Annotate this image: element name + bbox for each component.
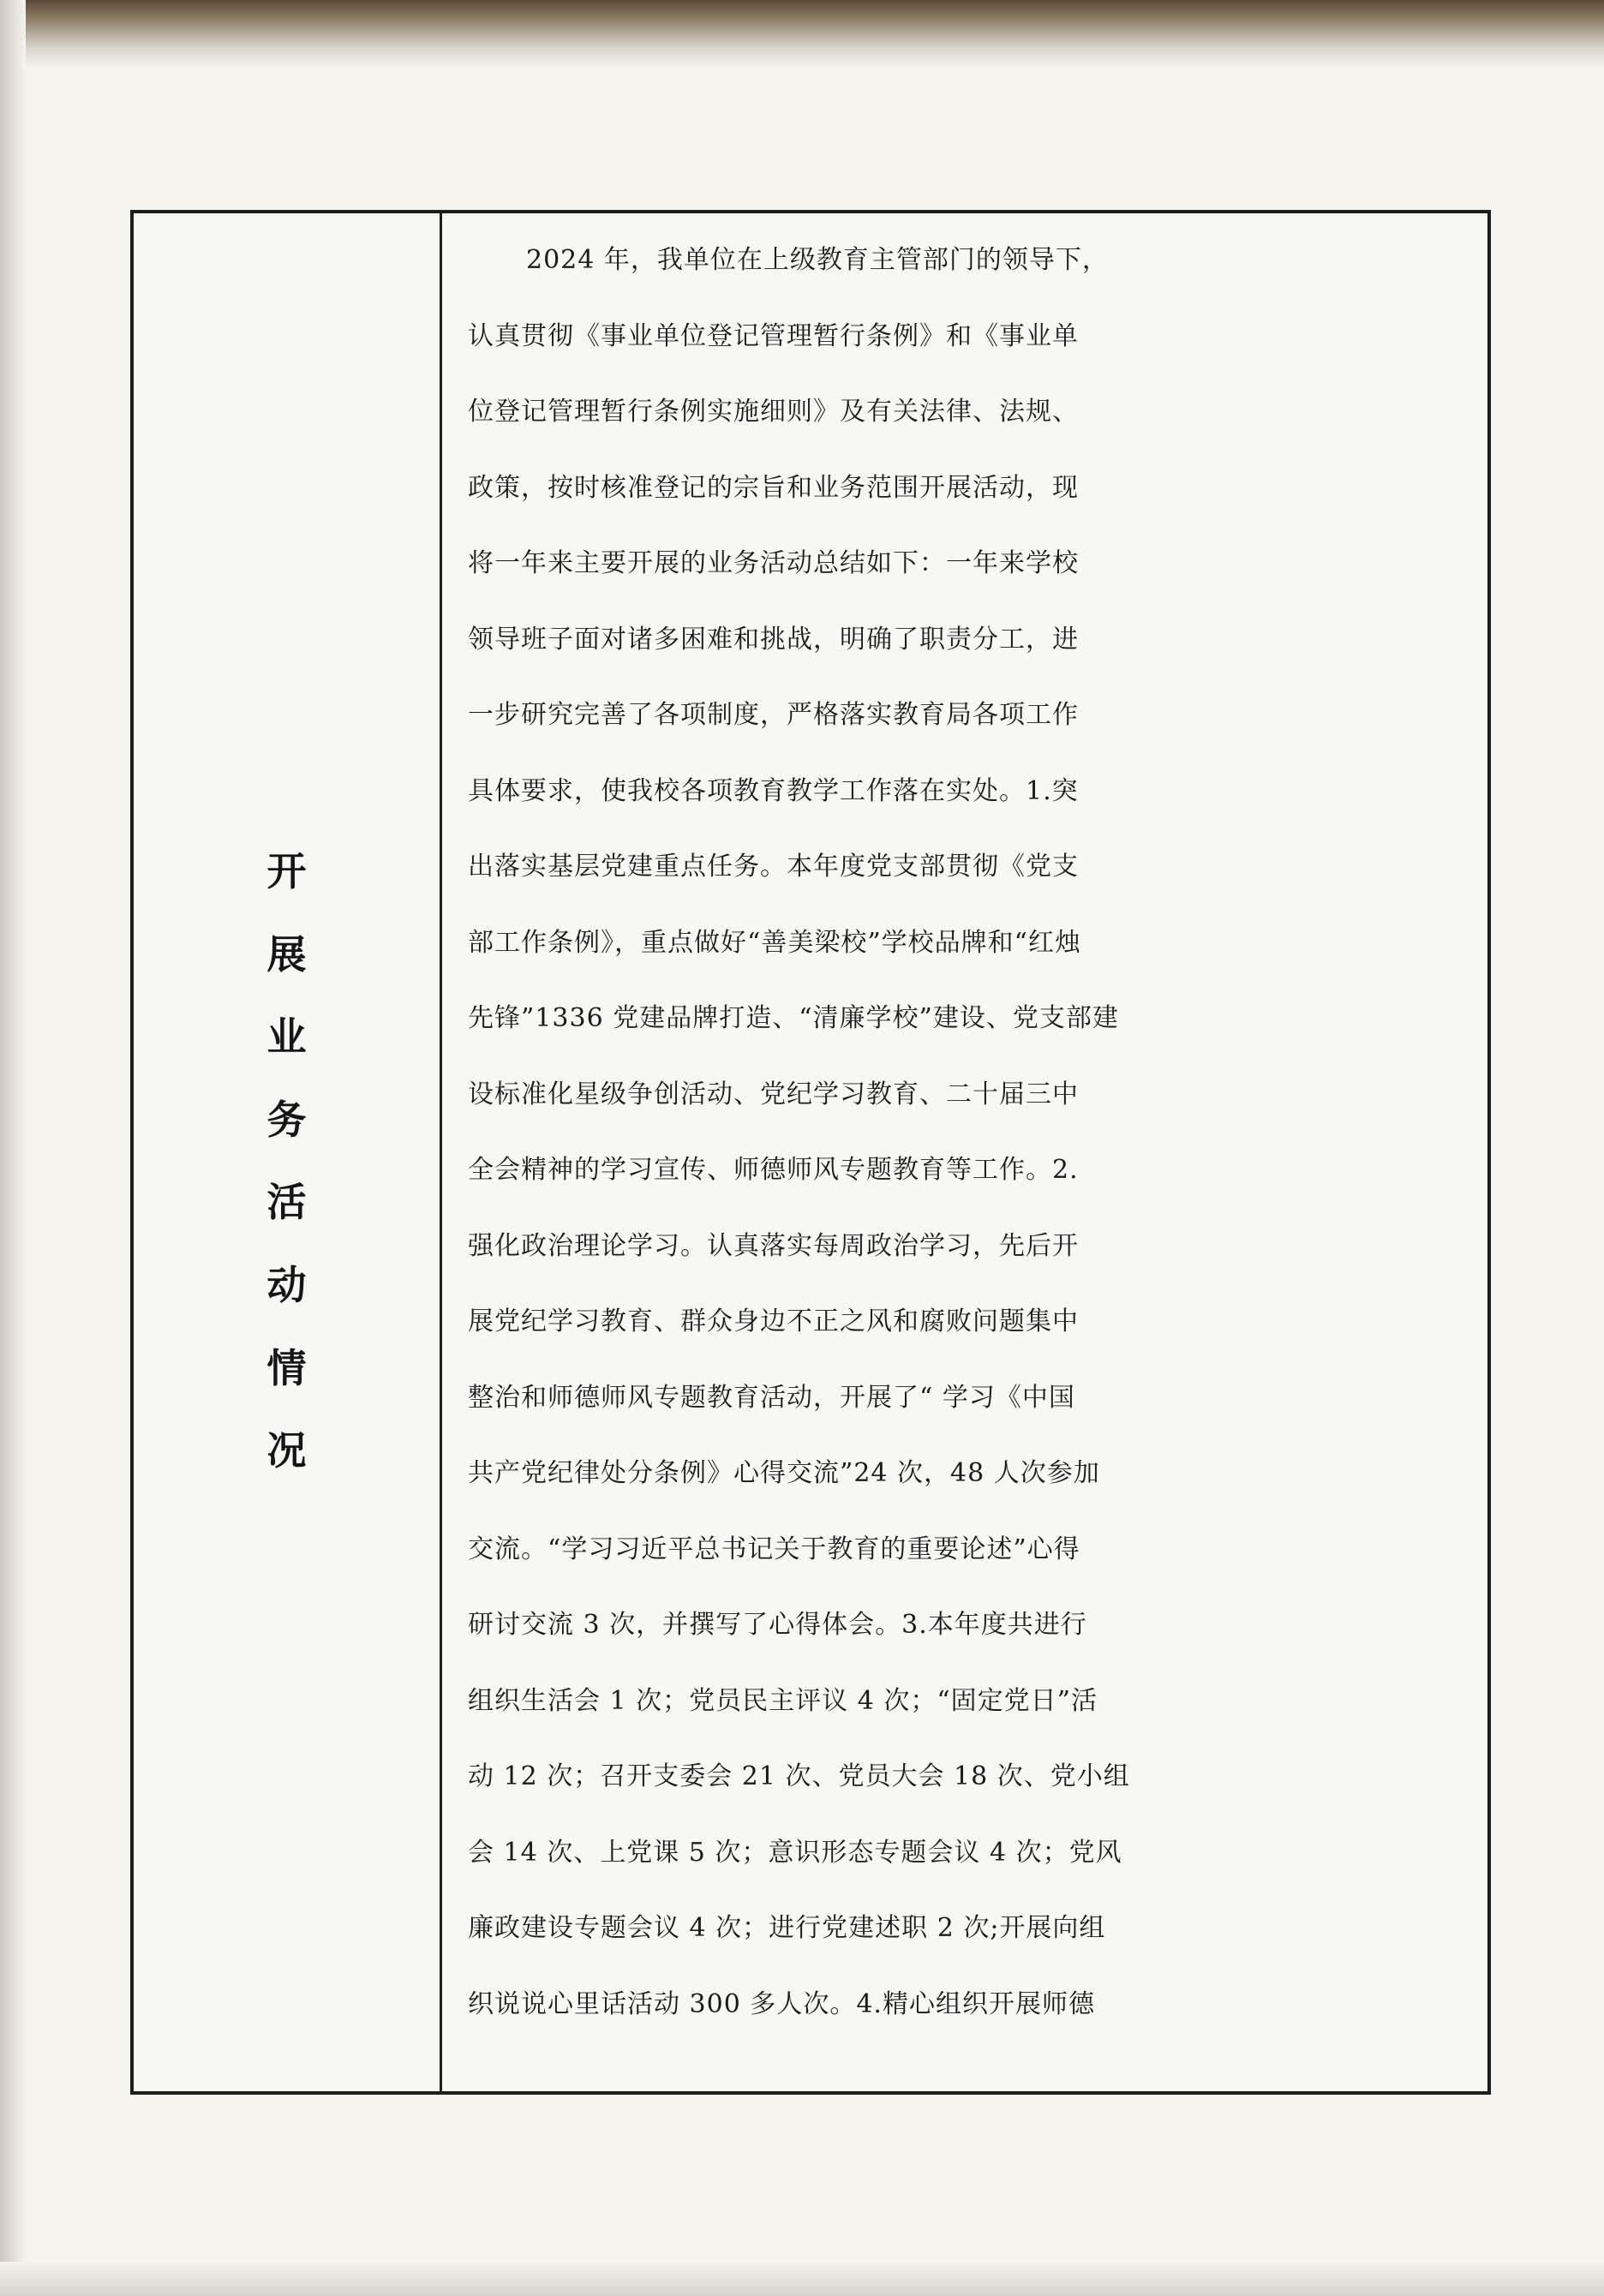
row-label-char: 务 (266, 1096, 307, 1143)
row-label-char: 开 (266, 848, 307, 894)
content-line: 强化政治理论学习。认真落实每周政治学习，先后开 (468, 1230, 1079, 1261)
row-content-cell (442, 213, 1488, 2091)
photo-bottom-edge (0, 2262, 1604, 2296)
content-line: 2024 年，我单位在上级教育主管部门的领导下， (526, 245, 1109, 275)
photo-left-edge (0, 0, 26, 2296)
content-line: 一步研究完善了各项制度，严格落实教育局各项工作 (468, 700, 1079, 730)
content-line: 会 14 次、上党课 5 次；意识形态专题会议 4 次；党风 (468, 1837, 1122, 1868)
content-line: 廉政建设专题会议 4 次；进行党建述职 2 次;开展向组 (468, 1913, 1106, 1943)
content-line: 出落实基层党建重点任务。本年度党支部贯彻《党支 (468, 852, 1079, 882)
form-table (130, 210, 1491, 2095)
row-label-char: 情 (266, 1344, 307, 1391)
content-line: 位登记管理暂行条例实施细则》及有关法律、法规、 (468, 397, 1079, 427)
photo-top-edge (0, 0, 1604, 69)
content-line: 领导班子面对诸多困难和挑战，明确了职责分工，进 (468, 624, 1079, 655)
row-label-cell (134, 213, 442, 2091)
content-line: 先锋”1336 党建品牌打造、“清廉学校”建设、党支部建 (468, 1003, 1119, 1033)
content-line: 全会精神的学习宣传、师德师风专题教育等工作。2. (468, 1155, 1079, 1185)
content-line: 展党纪学习教育、群众身边不正之风和腐败问题集中 (468, 1306, 1079, 1336)
content-line: 共产党纪律处分条例》心得交流”24 次，48 人次参加 (468, 1458, 1100, 1488)
content-line: 认真贯彻《事业单位登记管理暂行条例》和《事业单 (468, 320, 1079, 351)
content-line: 整治和师德师风专题教育活动，开展了“ 学习《中国 (468, 1382, 1075, 1413)
row-label-char: 展 (266, 930, 307, 978)
content-line: 织说说心里话活动 300 多人次。4.精心组织开展师德 (468, 1988, 1095, 2019)
content-line: 设标准化星级争创活动、党纪学习教育、二十届三中 (468, 1079, 1079, 1109)
row-label-char: 动 (266, 1261, 307, 1308)
row-label-char: 活 (266, 1179, 307, 1226)
row-label-char: 况 (266, 1427, 307, 1474)
content-line: 具体要求，使我校各项教育教学工作落在实处。1.突 (468, 775, 1079, 806)
content-line: 将一年来主要开展的业务活动总结如下：一年来学校 (468, 548, 1079, 578)
content-line: 研讨交流 3 次，并撰写了心得体会。3.本年度共进行 (468, 1610, 1087, 1640)
content-line: 交流。“学习习近平总书记关于教育的重要论述”心得 (468, 1534, 1080, 1564)
content-line: 政策，按时核准登记的宗旨和业务范围开展活动，现 (468, 472, 1079, 503)
row-label (134, 830, 440, 1492)
row-label-char: 业 (266, 1013, 307, 1061)
content-line: 组织生活会 1 次；党员民主评议 4 次；“固定党日”活 (468, 1685, 1098, 1716)
content-line: 部工作条例》，重点做好“善美梁校”学校品牌和“红烛 (468, 927, 1082, 958)
content-line: 动 12 次；召开支委会 21 次、党员大会 18 次、党小组 (468, 1761, 1130, 1791)
